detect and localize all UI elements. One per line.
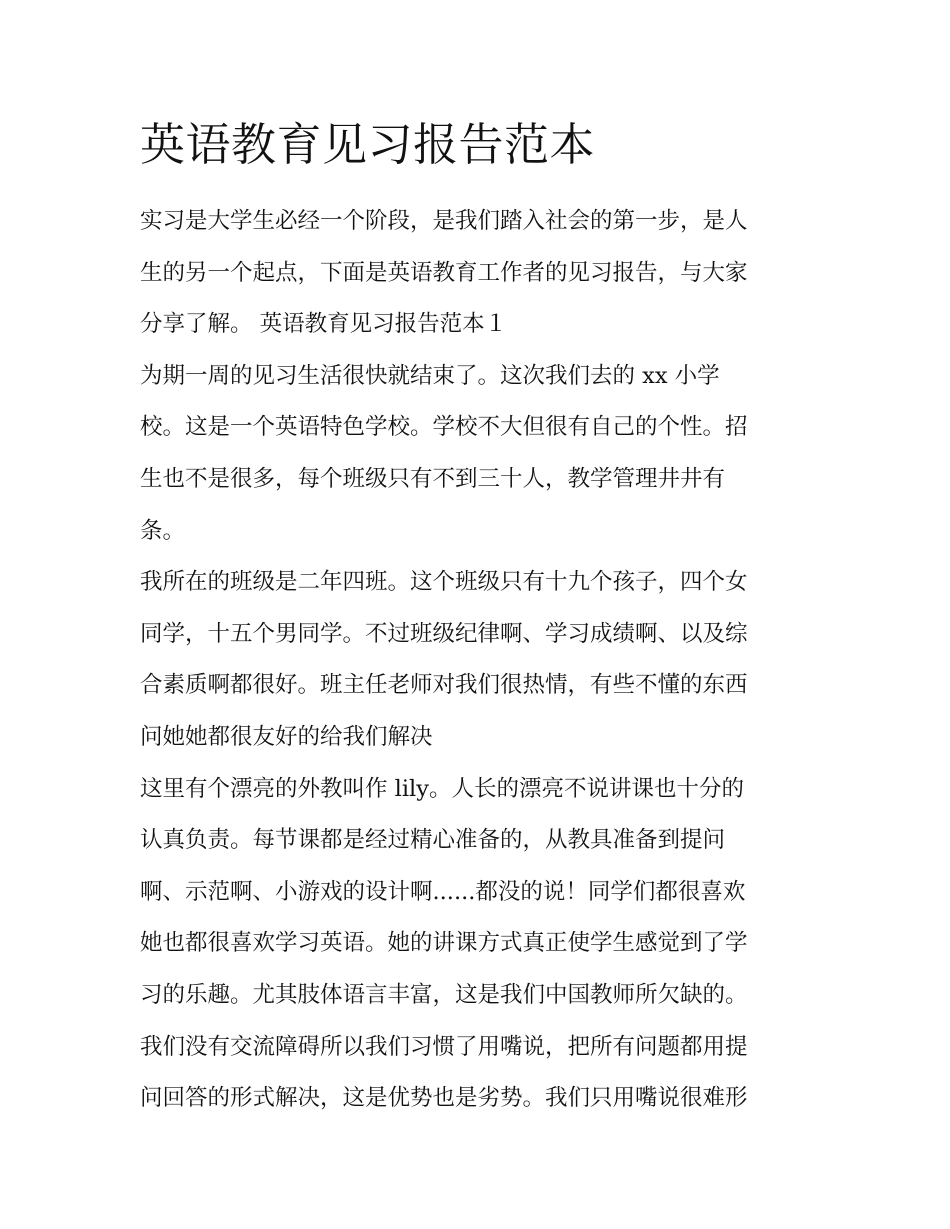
body-line: 生也不是很多，每个班级只有不到三十人，教学管理井井有	[140, 465, 726, 492]
body-line: 我们没有交流障碍所以我们习惯了用嘴说，把所有问题都用提	[140, 1033, 748, 1060]
document-body	[140, 196, 820, 1125]
document-title: 英语教育见习报告范本	[140, 118, 596, 171]
body-line: 认真负责。每节课都是经过精心准备的，从教具准备到提问	[140, 827, 726, 854]
body-line: 条。	[140, 517, 186, 544]
body-line: 习的乐趣。尤其肢体语言丰富，这是我们中国教师所欠缺的。	[140, 981, 748, 1008]
body-line: 我所在的班级是二年四班。这个班级只有十九个孩子，四个女	[140, 569, 748, 596]
body-line: 她也都很喜欢学习英语。她的讲课方式真正使学生感觉到了学	[140, 930, 748, 957]
body-line: 为期一周的见习生活很快就结束了。这次我们去的 xx 小学	[140, 362, 720, 389]
body-line: 分享了解。 英语教育见习报告范本１	[140, 311, 508, 338]
body-line: 啊、示范啊、小游戏的设计啊......都没的说！同学们都很喜欢	[140, 878, 746, 905]
body-line: 实习是大学生必经一个阶段，是我们踏入社会的第一步，是人	[140, 208, 748, 234]
body-line: 合素质啊都很好。班主任老师对我们很热情，有些不懂的东西	[140, 672, 748, 699]
body-line: 问她她都很友好的给我们解决	[140, 723, 433, 750]
body-line: 生的另一个起点，下面是英语教育工作者的见习报告，与大家	[140, 259, 748, 286]
body-line: 这里有个漂亮的外教叫作 lily。人长的漂亮不说讲课也十分的	[140, 775, 744, 802]
body-line: 校。这是一个英语特色学校。学校不大但很有自己的个性。招	[140, 414, 748, 441]
body-line: 问回答的形式解决，这是优势也是劣势。我们只用嘴说很难形	[140, 1085, 748, 1112]
body-line: 同学，十五个男同学。不过班级纪律啊、学习成绩啊、以及综	[140, 620, 748, 647]
